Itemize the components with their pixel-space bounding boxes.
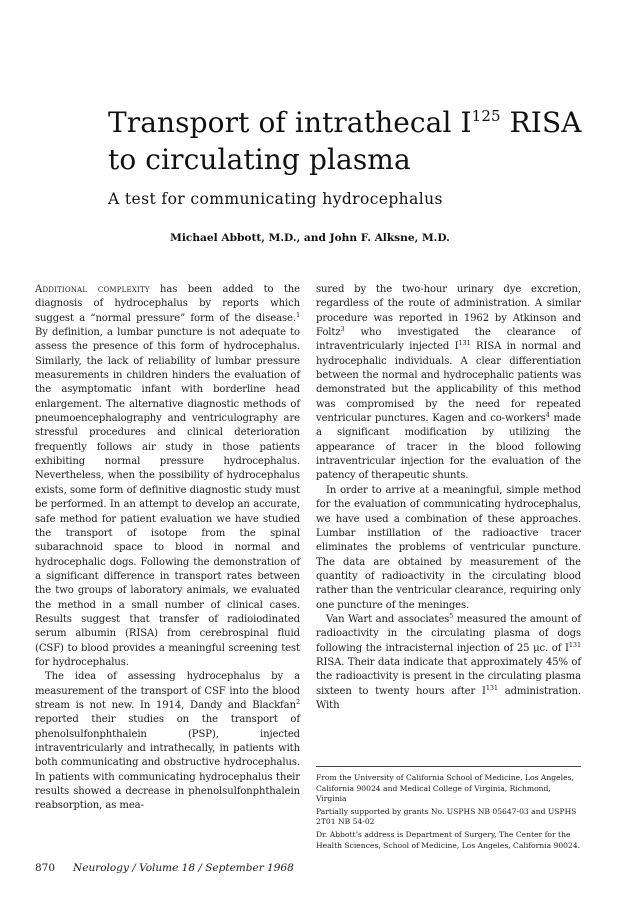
page-footer xyxy=(35,862,294,874)
paragraph-history-text-a: The idea of assessing hydrocephalus by a measurement of the transport of CSF into the blood stream is not new. In 1914, Dandy and Blackfan xyxy=(35,671,300,711)
paragraph-van-wart-text-a: Van Wart and associates xyxy=(326,613,450,625)
title-isotope-superscript: 125 xyxy=(471,107,501,125)
reference-marker: 1 xyxy=(295,310,300,319)
article-authors: Michael Abbott, M.D., and John F. Alksne, M.D. xyxy=(170,232,450,244)
reference-marker: 3 xyxy=(340,325,345,334)
paragraph-van-wart-text-b: measured the amount of radioactivity in the circulating plasma of dogs following the intracisternal injection of 25 μc. of I xyxy=(316,613,581,654)
title-line1-part1: Transport of intrathecal I xyxy=(108,106,472,139)
reference-marker: 2 xyxy=(295,697,300,706)
isotope-superscript: 131 xyxy=(458,339,471,348)
reference-marker: 4 xyxy=(545,411,550,420)
paragraph-history-continued xyxy=(316,283,581,484)
page-number: 870 xyxy=(35,862,56,874)
opening-small-caps: Additional complexity xyxy=(35,284,150,295)
reference-marker: 5 xyxy=(449,611,454,620)
paragraph-van-wart-text-c: RISA. Their data indicate that approximately 45% of the radioactivity is present in the circulating plasma sixteen to twenty hours after I xyxy=(316,656,581,697)
body-column-left xyxy=(35,283,300,814)
paragraph-van-wart xyxy=(316,613,581,713)
paragraph-history-text-b: reported their studies on the transport of phenolsulfonphthalein (PSP), injected intraventricularly and intrathecally, in patients with both communicating and obstructive hydrocephalus. In patients with communicating hydrocephalus their results showed a decrease in phenolsulfonphthalein reabsorption, as mea- xyxy=(35,714,300,812)
journal-citation: Neurology / Volume 18 / September 1968 xyxy=(73,862,294,874)
title-line2: to circulating plasma xyxy=(108,143,411,176)
body-column-right xyxy=(316,283,581,713)
footnote-grants: Partially supported by grants No. USPHS NB 05647-03 and USPHS 2T01 NB 54-02 xyxy=(316,806,577,827)
paragraph-history-text-d: who investigated the clearance of intraventricularly injected I xyxy=(316,327,581,353)
paragraph-history-text-e: RISA in normal and hydrocephalic individuals. A clear differentiation between the normal and hydrocephalic patients was demonstrated but the applicability of this method was compromised by the need for repeated ventricular punctures. Kagen and co-workers xyxy=(316,341,581,425)
footnote-address: Dr. Abbott’s address is Department of Surgery, The Center for the Health Sciences, School of Medicine, Los Angeles, California 90024. xyxy=(316,829,581,850)
paragraph-van-wart-text-d: administration. With xyxy=(316,685,581,711)
isotope-superscript: 131 xyxy=(568,640,581,649)
title-line1-part2: RISA xyxy=(500,106,582,139)
paragraph-method: In order to arrive at a meaningful, simple method for the evaluation of communicating hydrocephalus, we have used a combination of these approaches. Lumbar instillation of the radioactive tracer eliminates the problems of ventricular puncture. The data are obtained by measurement of the quantity of radioactivity in the circulating blood rather than the ventricular clearance, requiring only one puncture of the meninges. xyxy=(316,484,581,611)
article-subtitle: A test for communicating hydrocephalus xyxy=(108,190,443,208)
paragraph-history-text-f: made a significant modification by utilizing the appearance of tracer in the blood following intraventricular injection for the evaluation of the patency of therapeutic shunts. xyxy=(316,413,581,482)
footnote-affiliation: From the University of California School of Medicine, Los Angeles, California 90024 and Medical College of Virginia, Richmond, Virginia xyxy=(316,773,574,804)
footnotes xyxy=(316,766,581,853)
paragraph-intro xyxy=(35,283,300,670)
paragraph-history-text-c: sured by the two-hour urinary dye excretion, regardless of the route of administration. A similar procedure was reported in 1962 by Atkinson and Foltz xyxy=(316,284,581,339)
paragraph-intro-text-a: has been added to the diagnosis of hydrocephalus by reports which suggest a “normal pressure” form of the disease. xyxy=(35,284,300,324)
isotope-superscript: 131 xyxy=(485,683,498,692)
article-title xyxy=(108,104,582,178)
paragraph-intro-text-b: By definition, a lumbar puncture is not adequate to assess the presence of this form of hydrocephalus. Similarly, the lack of reliability of lumbar pressure measurements in children hinders the evaluation of the asymptomatic infant with borderline head enlargement. The alternative diagnostic methods of pneumoencephalography and ventriculography are stressful procedures and clinical deterioration frequently follows air study in those patients exhibiting normal pressure hydrocephalus. Nevertheless, when the possibility of hydrocephalus exists, some form of definitive diagnostic study must be performed. In an attempt to develop an accurate, safe method for patient evaluation we have studied the transport of isotope from the spinal subarachnoid space to blood in normal and hydrocephalic dogs. Following the demonstration of a significant difference in transport rates between the two groups of laboratory animals, we evaluated the method in a small number of clinical cases. Results suggest that transfer of radioiodinated serum albumin (RISA) from cerebrospinal fluid (CSF) to blood provides a meaningful screening test for hydrocephalus. xyxy=(35,327,300,668)
paragraph-history xyxy=(35,670,300,813)
